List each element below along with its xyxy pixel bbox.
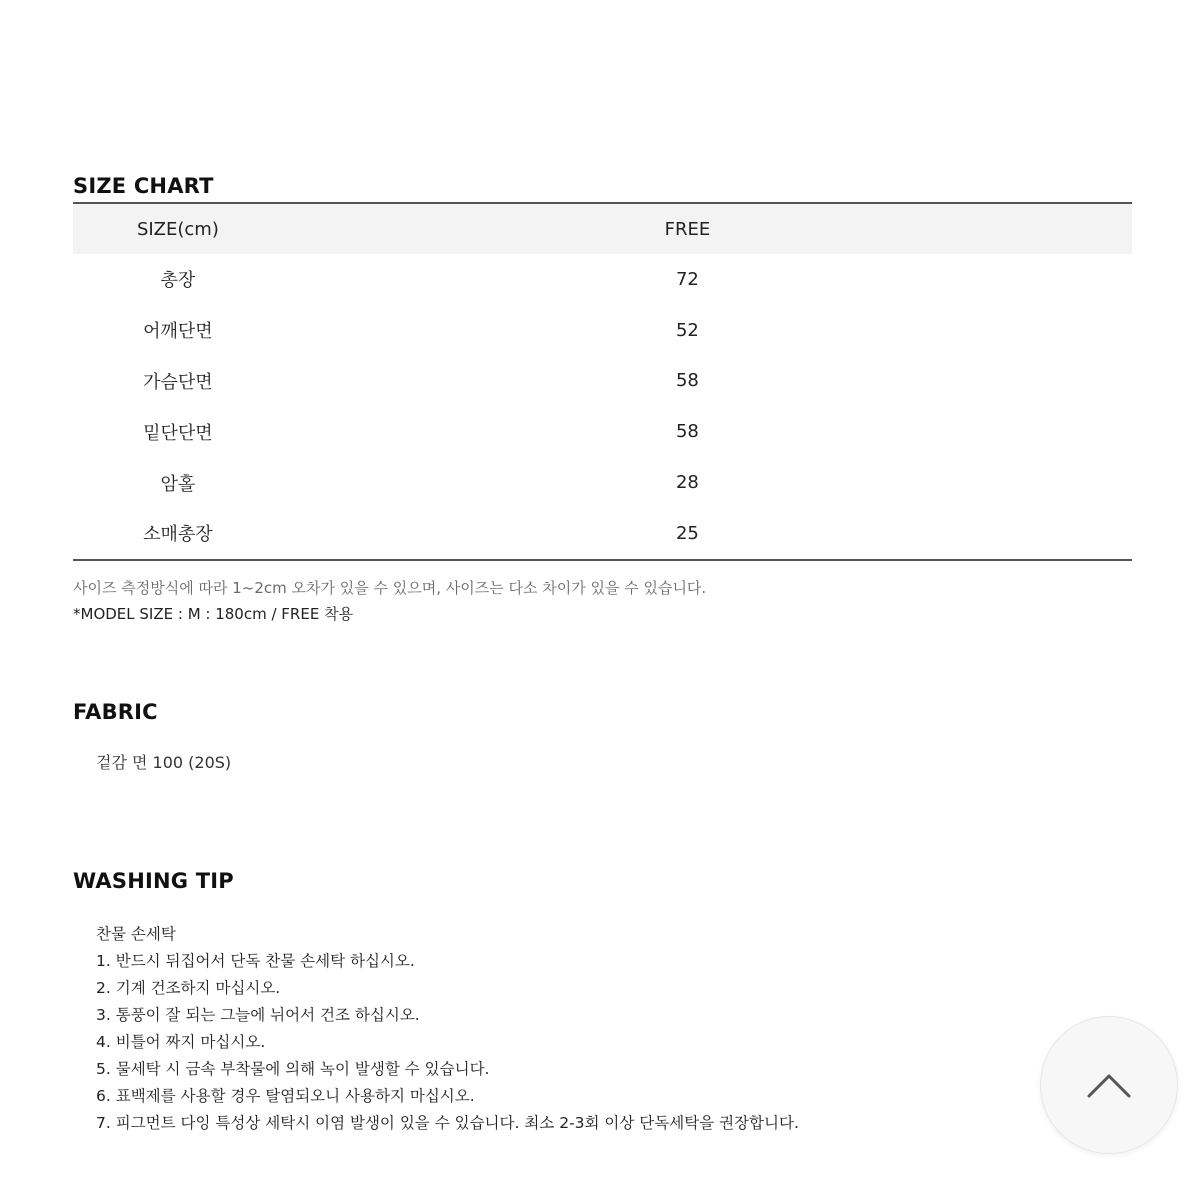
row-value: 58: [675, 370, 699, 392]
row-value: 52: [675, 319, 699, 341]
size-header-value: FREE: [664, 218, 711, 240]
fabric-title: FABRIC: [73, 700, 158, 724]
model-size-note: *MODEL SIZE : M : 180cm / FREE 착용: [73, 605, 354, 623]
row-label: 총장: [160, 270, 196, 292]
list-item: 6. 표백제를 사용할 경우 탈염되오니 사용하지 마십시오.: [96, 1087, 475, 1105]
table-row: [73, 508, 1132, 559]
list-item: 1. 반드시 뒤집어서 단독 찬물 손세탁 하십시오.: [96, 952, 415, 970]
row-value: 28: [675, 472, 699, 494]
list-item: 3. 통풍이 잘 되는 그늘에 뉘어서 건조 하십시오.: [96, 1006, 420, 1024]
size-table: [73, 202, 1132, 561]
table-row: [73, 406, 1132, 457]
size-table-header: [73, 204, 1132, 254]
size-header-label: SIZE(cm): [136, 218, 219, 240]
row-value: 58: [675, 421, 699, 443]
table-row: [73, 457, 1132, 508]
row-label: 가슴단면: [143, 371, 213, 393]
washing-tip-list: [96, 921, 799, 1137]
row-value: 72: [675, 268, 699, 290]
table-row: [73, 254, 1132, 305]
washing-tip-title: WASHING TIP: [73, 869, 234, 893]
scroll-to-top-button[interactable]: [1040, 1016, 1178, 1154]
row-value: 25: [675, 522, 699, 544]
table-row: [73, 356, 1132, 407]
list-item: 2. 기계 건조하지 마십시오.: [96, 979, 281, 997]
row-label: 밑단단면: [143, 422, 213, 444]
list-item: 4. 비틀어 짜지 마십시오.: [96, 1033, 266, 1051]
row-label: 암홀: [160, 473, 196, 495]
fabric-text: 겉감 면 100 (20S): [96, 753, 232, 772]
washing-heading: 찬물 손세탁: [96, 925, 176, 943]
size-chart-title: SIZE CHART: [73, 174, 214, 198]
list-item: 7. 피그먼트 다잉 특성상 세탁시 이염 발생이 있을 수 있습니다. 최소 2-3회 이상 단독세탁을 권장합니다.: [96, 1114, 799, 1132]
row-label: 소매총장: [143, 524, 213, 546]
row-label: 어깨단면: [143, 321, 213, 343]
size-note: 사이즈 측정방식에 따라 1~2cm 오차가 있을 수 있으며, 사이즈는 다소 차이가 있을 수 있습니다.: [73, 579, 707, 597]
list-item: 5. 물세탁 시 금속 부착물에 의해 녹이 발생할 수 있습니다.: [96, 1060, 490, 1078]
chevron-up-icon: [1086, 1071, 1132, 1099]
table-row: [73, 305, 1132, 356]
